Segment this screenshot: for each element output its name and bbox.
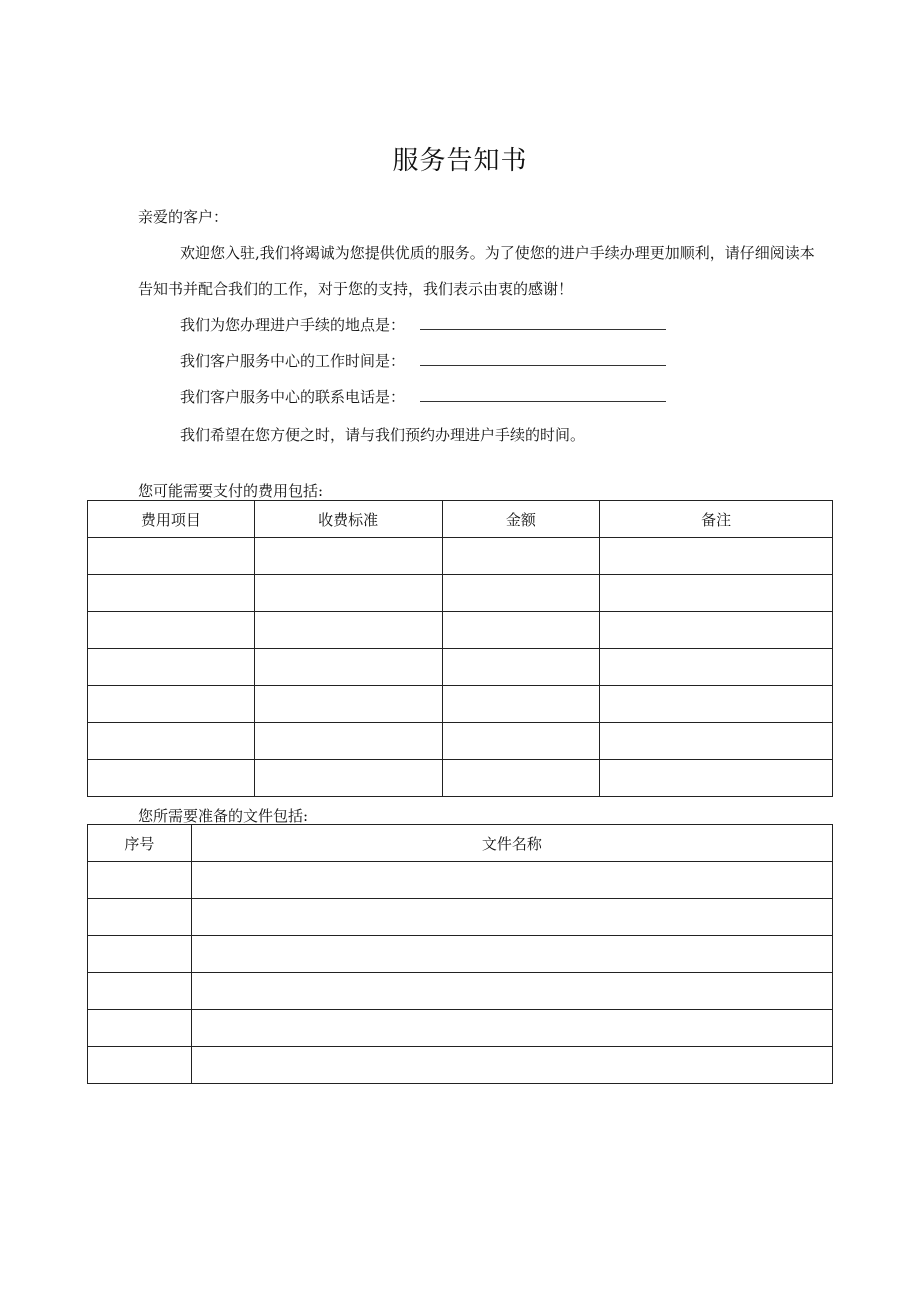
table-cell[interactable] — [191, 1047, 832, 1084]
hours-blank[interactable] — [420, 365, 666, 366]
table-cell[interactable] — [442, 686, 600, 723]
doc-header-number: 序号 — [88, 825, 192, 862]
table-row — [88, 1010, 833, 1047]
table-cell[interactable] — [88, 1010, 192, 1047]
table-row — [88, 575, 833, 612]
table-cell[interactable] — [191, 936, 832, 973]
table-cell[interactable] — [88, 1047, 192, 1084]
table-row — [88, 538, 833, 575]
table-cell[interactable] — [88, 760, 255, 797]
phone-blank[interactable] — [420, 401, 666, 402]
phone-label: 我们客户服务中心的联系电话是： — [180, 388, 406, 406]
table-row — [88, 862, 833, 899]
table-row — [88, 899, 833, 936]
table-row — [88, 760, 833, 797]
table-cell[interactable] — [254, 575, 442, 612]
table-cell[interactable] — [88, 649, 255, 686]
table-cell[interactable] — [442, 612, 600, 649]
table-cell[interactable] — [600, 538, 833, 575]
hours-label: 我们客户服务中心的工作时间是： — [180, 352, 406, 370]
table-cell[interactable] — [600, 760, 833, 797]
table-cell[interactable] — [254, 649, 442, 686]
table-cell[interactable] — [88, 575, 255, 612]
table-cell[interactable] — [88, 899, 192, 936]
table-row — [88, 973, 833, 1010]
doc-table-header-row — [88, 825, 833, 862]
doc-table — [87, 824, 833, 1084]
fee-header-amount: 金额 — [442, 501, 600, 538]
table-cell[interactable] — [254, 538, 442, 575]
table-row — [88, 649, 833, 686]
doc-table-caption: 您所需要准备的文件包括: — [138, 807, 309, 825]
table-cell[interactable] — [88, 862, 192, 899]
table-row — [88, 686, 833, 723]
table-cell[interactable] — [88, 723, 255, 760]
table-cell[interactable] — [600, 575, 833, 612]
table-cell[interactable] — [254, 686, 442, 723]
fee-header-standard: 收费标准 — [254, 501, 442, 538]
table-row — [88, 1047, 833, 1084]
table-cell[interactable] — [600, 649, 833, 686]
table-cell[interactable] — [442, 760, 600, 797]
table-row — [88, 936, 833, 973]
appointment-note: 我们希望在您方便之时，请与我们预约办理进户手续的时间。 — [180, 426, 586, 444]
intro-line-2: 告知书并配合我们的工作，对于您的支持，我们表示由衷的感谢！ — [138, 280, 574, 298]
page-title: 服务告知书 — [392, 146, 528, 176]
table-cell[interactable] — [600, 612, 833, 649]
location-label: 我们为您办理进户手续的地点是： — [180, 316, 406, 334]
salutation: 亲爱的客户： — [138, 208, 229, 226]
fee-header-item: 费用项目 — [88, 501, 255, 538]
location-blank[interactable] — [420, 329, 666, 330]
table-cell[interactable] — [442, 649, 600, 686]
table-cell[interactable] — [442, 723, 600, 760]
table-cell[interactable] — [442, 575, 600, 612]
doc-header-file-name: 文件名称 — [191, 825, 832, 862]
table-cell[interactable] — [88, 612, 255, 649]
fee-header-remarks: 备注 — [600, 501, 833, 538]
table-cell[interactable] — [191, 973, 832, 1010]
fee-table-header-row — [88, 501, 833, 538]
table-cell[interactable] — [600, 723, 833, 760]
table-row — [88, 723, 833, 760]
table-cell[interactable] — [442, 538, 600, 575]
table-cell[interactable] — [88, 973, 192, 1010]
table-cell[interactable] — [254, 612, 442, 649]
table-row — [88, 612, 833, 649]
fee-table-caption: 您可能需要支付的费用包括: — [138, 482, 324, 500]
table-cell[interactable] — [191, 862, 832, 899]
fee-table — [87, 500, 833, 797]
table-cell[interactable] — [254, 760, 442, 797]
table-cell[interactable] — [254, 723, 442, 760]
table-cell[interactable] — [191, 899, 832, 936]
table-cell[interactable] — [88, 936, 192, 973]
table-cell[interactable] — [191, 1010, 832, 1047]
intro-line-1: 欢迎您入驻,我们将竭诚为您提供优质的服务。为了使您的进户手续办理更加顺利，请仔细阅读本 — [180, 244, 815, 262]
table-cell[interactable] — [88, 538, 255, 575]
table-cell[interactable] — [88, 686, 255, 723]
table-cell[interactable] — [600, 686, 833, 723]
